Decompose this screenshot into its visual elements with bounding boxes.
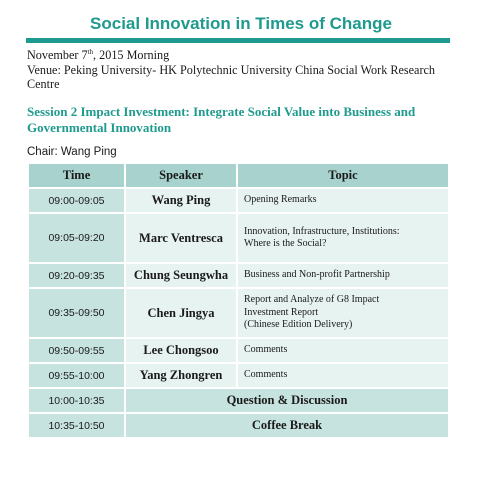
session-chair: Chair: Wang Ping <box>27 146 117 158</box>
row-time: 10:35-10:50 <box>28 413 125 438</box>
row-topic <box>237 188 449 213</box>
topic-line: (Chinese Edition Delivery) <box>244 319 353 331</box>
schedule-row <box>28 338 449 363</box>
row-time: 09:05-09:20 <box>28 213 125 263</box>
schedule-row <box>28 188 449 213</box>
header-time: Time <box>28 163 125 188</box>
schedule-table <box>27 162 450 439</box>
row-topic <box>237 338 449 363</box>
topic-line: Comments <box>244 344 288 356</box>
session-heading: Session 2 Impact Investment: Integrate Social Value into Business and Governmental Innovation <box>27 104 416 135</box>
topic-line: Report and Analyze of G8 Impact <box>244 294 380 306</box>
event-info <box>27 48 452 92</box>
row-speaker: Wang Ping <box>125 188 237 213</box>
row-time: 09:50-09:55 <box>28 338 125 363</box>
schedule-row <box>28 263 449 288</box>
row-time: 10:00-10:35 <box>28 388 125 413</box>
row-speaker: Lee Chongsoo <box>125 338 237 363</box>
row-merged-label: Question & Discussion <box>125 388 449 413</box>
event-date-rest: , 2015 Morning <box>93 48 170 62</box>
row-topic <box>237 363 449 388</box>
event-date-ordinal: th <box>87 47 94 56</box>
schedule-row-merged <box>28 388 449 413</box>
row-topic <box>237 288 449 338</box>
topic-line: Where is the Social? <box>244 238 327 249</box>
event-date-day: November 7 <box>27 48 88 62</box>
header-speaker: Speaker <box>125 163 237 188</box>
event-venue: Venue: Peking University- HK Polytechnic University China Social Work Research Centre <box>27 62 436 91</box>
schedule-row <box>28 363 449 388</box>
row-speaker: Marc Ventresca <box>125 213 237 263</box>
topic-line: Opening Remarks <box>244 194 317 206</box>
title-divider <box>26 38 450 43</box>
schedule-row <box>28 288 449 338</box>
header-topic: Topic <box>237 163 449 188</box>
event-date <box>27 48 452 63</box>
topic-line: Investment Report <box>244 306 319 318</box>
row-time: 09:00-09:05 <box>28 188 125 213</box>
row-topic <box>237 263 449 288</box>
row-topic <box>237 213 449 263</box>
page-title: Social Innovation in Times of Change <box>90 14 392 33</box>
topic-line: Business and Non-profit Partnership <box>244 269 390 281</box>
row-time: 09:35-09:50 <box>28 288 125 338</box>
row-time: 09:55-10:00 <box>28 363 125 388</box>
schedule-row-merged <box>28 413 449 438</box>
schedule-header-row <box>28 163 449 188</box>
topic-line: Comments <box>244 369 288 381</box>
row-speaker: Chung Seungwha <box>125 263 237 288</box>
topic-line: Innovation, Infrastructure, Institutions: <box>244 225 400 237</box>
row-speaker: Chen Jingya <box>125 288 237 338</box>
schedule-row <box>28 213 449 263</box>
row-merged-label: Coffee Break <box>125 413 449 438</box>
row-time: 09:20-09:35 <box>28 263 125 288</box>
row-speaker: Yang Zhongren <box>125 363 237 388</box>
